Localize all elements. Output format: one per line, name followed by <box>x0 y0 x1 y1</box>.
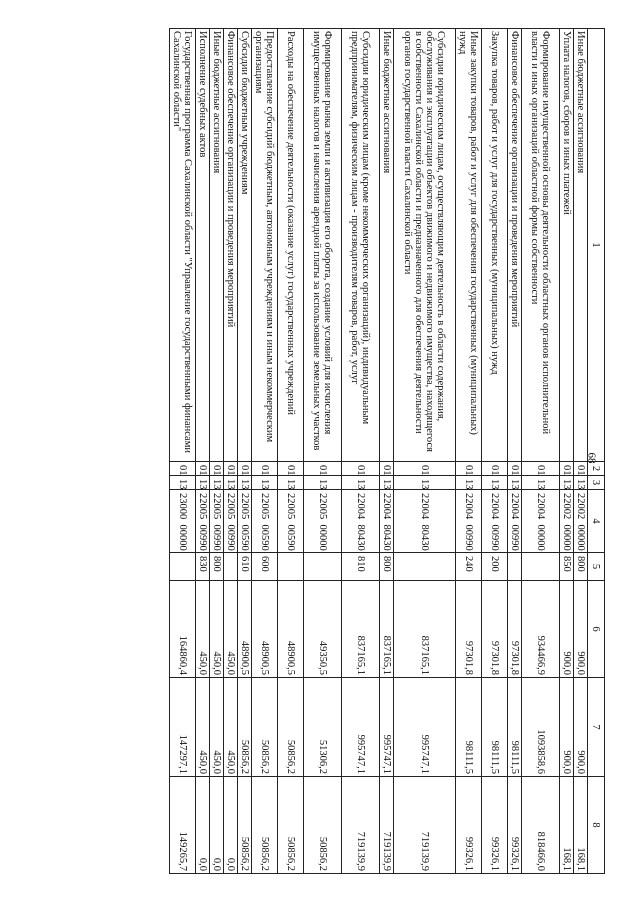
row-subsection: 13 <box>342 476 380 490</box>
row-target-article <box>508 490 522 553</box>
column-header: 6 <box>588 581 605 678</box>
target-article-direction: 00990 <box>197 524 208 551</box>
row-subsection: 13 <box>560 476 574 490</box>
row-value-2019: 98111,5 <box>508 678 522 777</box>
row-value-2019: 995747,1 <box>342 678 380 777</box>
row-target-article <box>278 490 304 553</box>
row-expense-type: 810 <box>342 553 380 581</box>
row-section: 01 <box>560 462 574 476</box>
target-article-direction: 80430 <box>355 524 366 551</box>
row-section: 01 <box>278 462 304 476</box>
row-target-article <box>380 490 394 553</box>
row-value-2018: 837165,1 <box>394 581 456 678</box>
row-expense-type <box>224 553 238 581</box>
target-article-program: 22004 <box>463 493 474 520</box>
row-section: 01 <box>482 462 508 476</box>
row-name: Государственная программа Сахалинской области "Управление государственными финансами Сахалинской области" <box>170 29 196 462</box>
row-subsection: 13 <box>224 476 238 490</box>
target-article-program: 22005 <box>239 493 250 520</box>
row-subsection: 13 <box>170 476 196 490</box>
row-target-article <box>342 490 380 553</box>
row-subsection: 13 <box>522 476 560 490</box>
row-expense-type: 800 <box>210 553 224 581</box>
row-name: Иные закупки товаров, работ и услуг для обеспечения государственных (муниципальных) нужд <box>456 29 482 462</box>
row-name: Формирование имущественной основы деятельности областных органов исполнительной власти и иных организаций областной формы собственности <box>522 29 560 462</box>
row-value-2018: 900,0 <box>560 581 574 678</box>
table-row <box>342 29 380 874</box>
row-value-2020: 168,1 <box>574 777 588 874</box>
column-header: 4 <box>588 490 605 553</box>
target-article-direction: 00590 <box>259 524 270 551</box>
target-article-program: 22005 <box>225 493 236 520</box>
target-article-direction: 00000 <box>317 524 328 551</box>
row-name: Субсидии юридическим лицам (кроме некоммерческих организаций), индивидуальным предпринимателям, физическим лицам - производителям товаров, работ, услуг <box>342 29 380 462</box>
row-name: Уплата налогов, сборов и иных платежей <box>560 29 574 462</box>
target-article-program: 22004 <box>419 493 430 520</box>
row-value-2020: 0,0 <box>224 777 238 874</box>
row-expense-type: 800 <box>380 553 394 581</box>
row-value-2018: 450,0 <box>196 581 210 678</box>
row-value-2019: 50856,2 <box>238 678 252 777</box>
row-value-2018: 48900,5 <box>278 581 304 678</box>
target-article-program: 22004 <box>489 493 500 520</box>
row-value-2019: 450,0 <box>196 678 210 777</box>
target-article-program: 22002 <box>575 493 586 520</box>
target-article-program: 22004 <box>509 493 520 520</box>
row-subsection: 13 <box>210 476 224 490</box>
target-article-direction: 00000 <box>575 524 586 551</box>
row-value-2020: 818466,0 <box>522 777 560 874</box>
row-expense-type <box>304 553 342 581</box>
row-name: Предоставление субсидий бюджетным, автономным учреждениям и иным некоммерческим организациям <box>252 29 278 462</box>
row-expense-type: 240 <box>456 553 482 581</box>
row-expense-type <box>508 553 522 581</box>
row-value-2020: 99326,1 <box>482 777 508 874</box>
header-row <box>588 29 605 874</box>
row-value-2020: 719139,9 <box>342 777 380 874</box>
row-value-2018: 49350,5 <box>304 581 342 678</box>
row-subsection: 13 <box>508 476 522 490</box>
row-target-article <box>304 490 342 553</box>
row-value-2019: 1093858,6 <box>522 678 560 777</box>
row-section: 01 <box>508 462 522 476</box>
target-article-direction: 00990 <box>211 524 222 551</box>
row-section: 01 <box>522 462 560 476</box>
row-target-article <box>560 490 574 553</box>
column-header: 7 <box>588 678 605 777</box>
target-article-direction: 00000 <box>177 524 188 551</box>
table-row <box>238 29 252 874</box>
target-article-direction: 80430 <box>419 524 430 551</box>
target-article-program: 22004 <box>381 493 392 520</box>
table-row <box>522 29 560 874</box>
row-value-2019: 50856,2 <box>252 678 278 777</box>
target-article-direction: 00990 <box>509 524 520 551</box>
table-row <box>508 29 522 874</box>
row-value-2019: 147297,1 <box>170 678 196 777</box>
row-section: 01 <box>394 462 456 476</box>
page-number: 68 <box>585 452 598 464</box>
row-value-2018: 900,0 <box>574 581 588 678</box>
target-article-program: 22005 <box>197 493 208 520</box>
row-name: Иные бюджетные ассигнования <box>210 29 224 462</box>
target-article-direction: 00590 <box>239 524 250 551</box>
column-header: 2 <box>588 462 605 476</box>
table-row <box>224 29 238 874</box>
row-value-2019: 98111,5 <box>456 678 482 777</box>
row-subsection: 13 <box>252 476 278 490</box>
row-value-2019: 98111,5 <box>482 678 508 777</box>
row-section: 01 <box>210 462 224 476</box>
row-name: Финансовое обеспечение организации и проведения мероприятий <box>224 29 238 462</box>
column-header: 5 <box>588 553 605 581</box>
target-article-program: 22005 <box>285 493 296 520</box>
row-value-2020: 50856,2 <box>278 777 304 874</box>
row-target-article <box>456 490 482 553</box>
table-row <box>210 29 224 874</box>
table-row <box>304 29 342 874</box>
target-article-direction: 80430 <box>381 524 392 551</box>
target-article-direction: 00990 <box>463 524 474 551</box>
row-value-2020: 50856,2 <box>304 777 342 874</box>
row-value-2019: 51306,2 <box>304 678 342 777</box>
row-value-2020: 168,1 <box>560 777 574 874</box>
row-value-2018: 450,0 <box>210 581 224 678</box>
row-section: 01 <box>252 462 278 476</box>
row-subsection: 13 <box>304 476 342 490</box>
budget-table-rotated <box>35 28 605 873</box>
row-expense-type: 830 <box>196 553 210 581</box>
row-name: Финансовое обеспечение организации и проведения мероприятий <box>508 29 522 462</box>
row-value-2020: 99326,1 <box>508 777 522 874</box>
budget-table <box>169 28 605 874</box>
row-value-2018: 97301,8 <box>508 581 522 678</box>
target-article-direction: 00590 <box>285 524 296 551</box>
row-target-article <box>224 490 238 553</box>
row-section: 01 <box>304 462 342 476</box>
row-expense-type <box>394 553 456 581</box>
row-name: Закупка товаров, работ и услуг для государственных (муниципальных) нужд <box>482 29 508 462</box>
row-value-2018: 164860,4 <box>170 581 196 678</box>
row-name: Исполнение судебных актов <box>196 29 210 462</box>
row-expense-type: 600 <box>252 553 278 581</box>
table-row <box>560 29 574 874</box>
row-subsection: 13 <box>380 476 394 490</box>
target-article-direction: 00990 <box>225 524 236 551</box>
row-section: 01 <box>224 462 238 476</box>
row-value-2020: 719139,9 <box>380 777 394 874</box>
table-row <box>170 29 196 874</box>
row-name: Иные бюджетные ассигнования <box>574 29 588 462</box>
column-header: 1 <box>588 29 605 462</box>
row-expense-type: 610 <box>238 553 252 581</box>
row-value-2018: 837165,1 <box>342 581 380 678</box>
target-article-program: 22005 <box>317 493 328 520</box>
row-target-article <box>170 490 196 553</box>
row-value-2018: 97301,8 <box>482 581 508 678</box>
row-target-article <box>394 490 456 553</box>
row-value-2020: 0,0 <box>196 777 210 874</box>
row-target-article <box>252 490 278 553</box>
target-article-program: 22005 <box>259 493 270 520</box>
target-article-direction: 00990 <box>489 524 500 551</box>
row-subsection: 13 <box>574 476 588 490</box>
row-name: Формирование рынка земли и активизация его оборота, создание условий для исчисления имущественных налогов и начисления арендной платы за использование земельных участков <box>304 29 342 462</box>
row-subsection: 13 <box>238 476 252 490</box>
target-article-program: 22002 <box>561 493 572 520</box>
column-header: 8 <box>588 777 605 874</box>
row-value-2019: 900,0 <box>574 678 588 777</box>
row-value-2020: 50856,2 <box>252 777 278 874</box>
table-row <box>456 29 482 874</box>
row-value-2018: 48900,5 <box>238 581 252 678</box>
row-expense-type: 200 <box>482 553 508 581</box>
table-row <box>278 29 304 874</box>
table-row <box>482 29 508 874</box>
row-value-2019: 995747,1 <box>394 678 456 777</box>
row-value-2018: 934466,9 <box>522 581 560 678</box>
row-section: 01 <box>574 462 588 476</box>
row-section: 01 <box>170 462 196 476</box>
row-target-article <box>210 490 224 553</box>
row-value-2018: 97301,8 <box>456 581 482 678</box>
row-target-article <box>238 490 252 553</box>
row-value-2019: 900,0 <box>560 678 574 777</box>
row-name: Субсидии юридическим лицам, осуществляющим деятельность в области содержания, обслуживания и эксплуатации объектов движимого и недвижимого имущества, находящегося в собственности Сахалинской области и предназначенного для обеспечения деятельности органов государственной власти Сахалинской области <box>394 29 456 462</box>
row-section: 01 <box>380 462 394 476</box>
target-article-program: 22004 <box>355 493 366 520</box>
column-header: 3 <box>588 476 605 490</box>
table-row <box>252 29 278 874</box>
row-section: 01 <box>196 462 210 476</box>
row-value-2020: 719139,9 <box>394 777 456 874</box>
row-expense-type <box>278 553 304 581</box>
target-article-program: 22005 <box>211 493 222 520</box>
row-value-2019: 450,0 <box>224 678 238 777</box>
table-row <box>574 29 588 874</box>
row-subsection: 13 <box>482 476 508 490</box>
table-row <box>196 29 210 874</box>
row-target-article <box>482 490 508 553</box>
row-subsection: 13 <box>456 476 482 490</box>
table-body <box>170 29 588 874</box>
row-value-2019: 995747,1 <box>380 678 394 777</box>
row-subsection: 13 <box>196 476 210 490</box>
row-expense-type: 850 <box>560 553 574 581</box>
row-target-article <box>574 490 588 553</box>
target-article-program: 22004 <box>535 493 546 520</box>
row-subsection: 13 <box>278 476 304 490</box>
row-target-article <box>196 490 210 553</box>
row-value-2020: 99326,1 <box>456 777 482 874</box>
row-section: 01 <box>456 462 482 476</box>
row-name: Иные бюджетные ассигнования <box>380 29 394 462</box>
target-article-program: 23000 <box>177 493 188 520</box>
row-value-2018: 450,0 <box>224 581 238 678</box>
table-row <box>394 29 456 874</box>
row-expense-type <box>170 553 196 581</box>
row-value-2020: 0,0 <box>210 777 224 874</box>
target-article-direction: 00000 <box>561 524 572 551</box>
row-value-2019: 50856,2 <box>278 678 304 777</box>
table-row <box>380 29 394 874</box>
row-value-2020: 149265,7 <box>170 777 196 874</box>
row-section: 01 <box>238 462 252 476</box>
row-value-2020: 50856,2 <box>238 777 252 874</box>
row-target-article <box>522 490 560 553</box>
row-expense-type <box>522 553 560 581</box>
row-value-2018: 48900,5 <box>252 581 278 678</box>
row-expense-type: 800 <box>574 553 588 581</box>
row-name: Субсидии бюджетным учреждениям <box>238 29 252 462</box>
row-section: 01 <box>342 462 380 476</box>
row-name: Расходы на обеспечение деятельности (оказание услуг) государственных учреждений <box>278 29 304 462</box>
row-value-2019: 450,0 <box>210 678 224 777</box>
row-value-2018: 837165,1 <box>380 581 394 678</box>
row-subsection: 13 <box>394 476 456 490</box>
target-article-direction: 00000 <box>535 524 546 551</box>
